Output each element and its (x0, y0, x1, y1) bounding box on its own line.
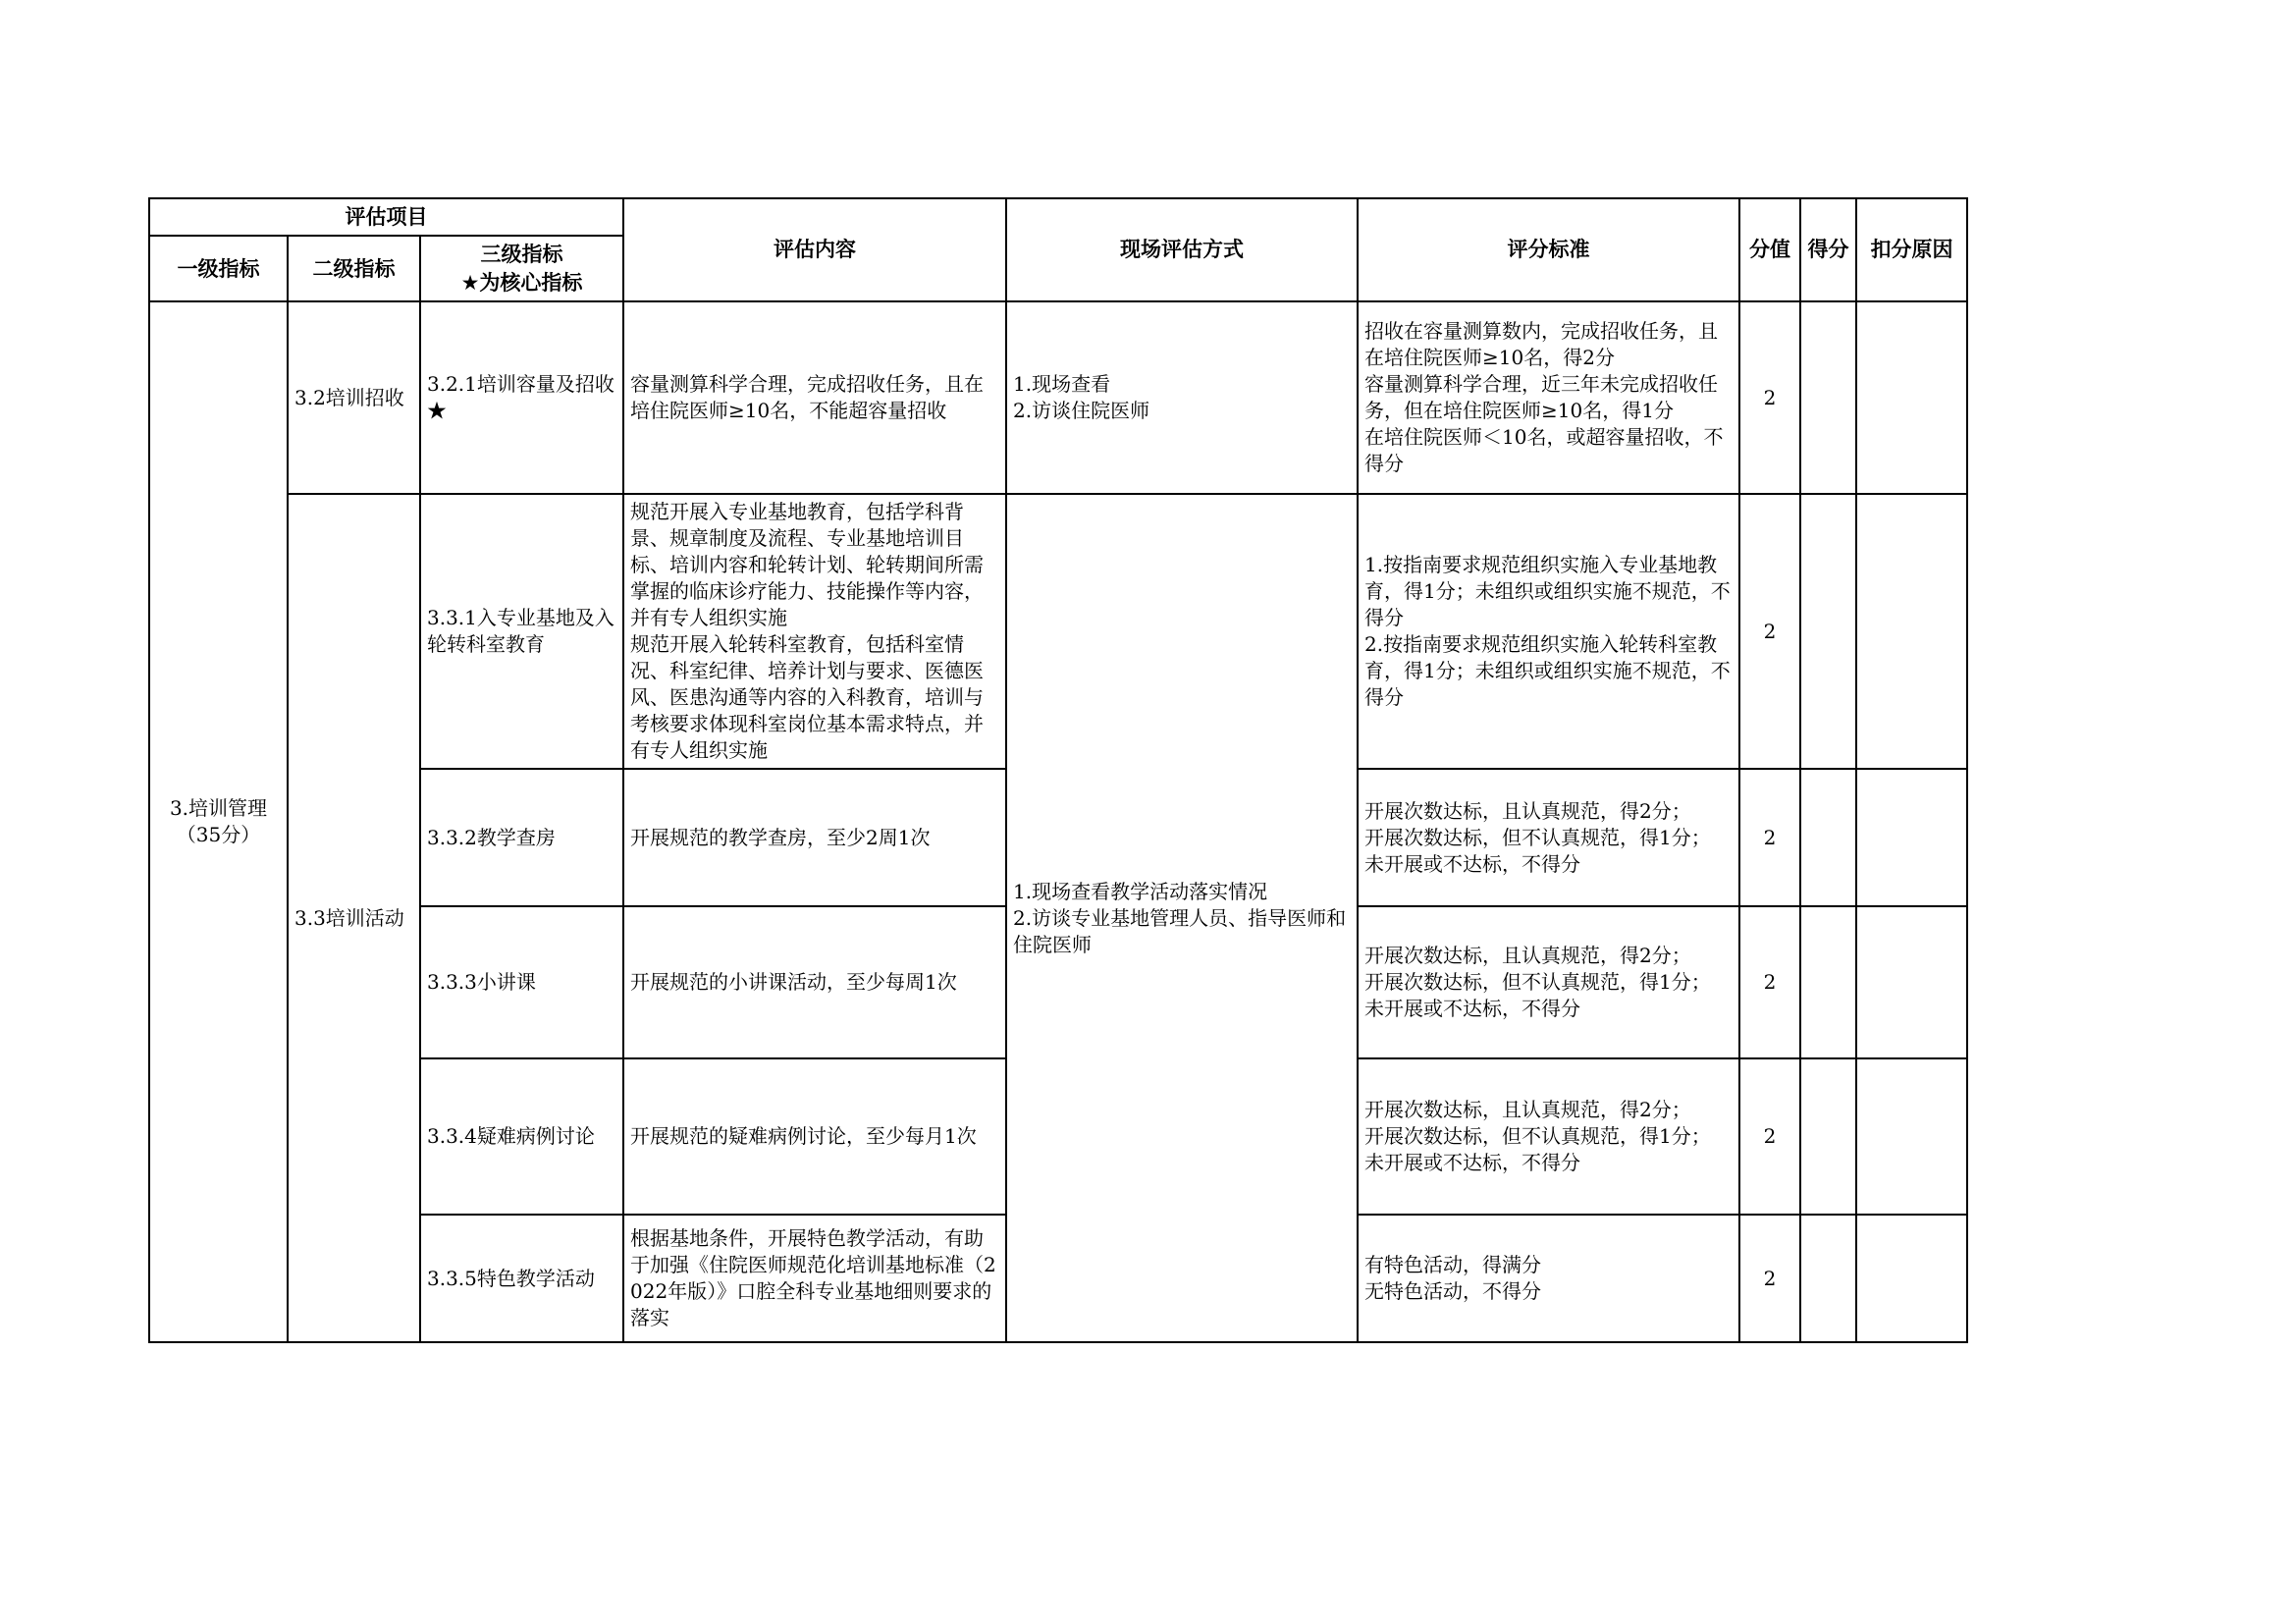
content-cell: 开展规范的疑难病例讨论，至少每月1次 (623, 1058, 1006, 1215)
content-cell: 根据基地条件，开展特色教学活动，有助于加强《住院医师规范化培训基地标准（2022年版）》口腔全科专业基地细则要求的落实 (623, 1215, 1006, 1342)
level3-header (420, 236, 623, 301)
standard-cell: 招收在容量测算数内，完成招收任务，且在培住院医师≥10名，得2分 容量测算科学合理，近三年未完成招收任务，但在培住院医师≥10名，得1分 在培住院医师＜10名，或超容量招收，不得分 (1358, 301, 1739, 494)
score-got-cell (1800, 301, 1856, 494)
score-value-cell: 2 (1739, 906, 1800, 1058)
score-value-cell: 2 (1739, 301, 1800, 494)
level3-cell: 3.3.5特色教学活动 (420, 1215, 623, 1342)
score-got-cell (1800, 494, 1856, 769)
level3-cell: 3.2.1培训容量及招收★ (420, 301, 623, 494)
standard-cell: 开展次数达标，且认真规范，得2分； 开展次数达标，但不认真规范，得1分； 未开展或不达标，不得分 (1358, 769, 1739, 906)
deduct-reason-cell (1856, 301, 1967, 494)
level1-cell (149, 301, 288, 1342)
deduct-reason-cell (1856, 1058, 1967, 1215)
evaluation-table (148, 197, 1968, 1343)
score-got-cell (1800, 1215, 1856, 1342)
method-cell: 1.现场查看 2.访谈住院医师 (1006, 301, 1358, 494)
method-cell-shared: 1.现场查看教学活动落实情况 2.访谈专业基地管理人员、指导医师和住院医师 (1006, 494, 1358, 1342)
level2-training-activity: 3.3培训活动 (288, 494, 420, 1342)
score-value-cell: 2 (1739, 769, 1800, 906)
deduct-reason-cell (1856, 769, 1967, 906)
score-value-cell: 2 (1739, 1058, 1800, 1215)
level1-header: 一级指标 (149, 236, 288, 301)
level1-line2: （35分） (176, 823, 261, 847)
level3-header-line1: 三级指标 (480, 243, 563, 267)
standard-cell: 有特色活动，得满分 无特色活动，不得分 (1358, 1215, 1739, 1342)
score-got-cell (1800, 1058, 1856, 1215)
score-got-cell (1800, 906, 1856, 1058)
level2-training-recruit: 3.2培训招收 (288, 301, 420, 494)
eval-item-header: 评估项目 (149, 198, 623, 236)
score-value-cell: 2 (1739, 1215, 1800, 1342)
score-got-header: 得分 (1800, 198, 1856, 301)
deduct-reason-cell (1856, 1215, 1967, 1342)
deduct-reason-cell (1856, 494, 1967, 769)
deduct-reason-cell (1856, 906, 1967, 1058)
level3-cell: 3.3.2教学查房 (420, 769, 623, 906)
standard-cell: 1.按指南要求规范组织实施入专业基地教育，得1分；未组织或组织实施不规范，不得分 2.按指南要求规范组织实施入轮转科室教育，得1分；未组织或组织实施不规范，不得分 (1358, 494, 1739, 769)
content-header: 评估内容 (623, 198, 1006, 301)
content-cell: 规范开展入专业基地教育，包括学科背景、规章制度及流程、专业基地培训目标、培训内容和轮转计划、轮转期间所需掌握的临床诊疗能力、技能操作等内容，并有专人组织实施 规范开展入轮转科室教育，包括科室情况、科室纪律、培养计划与要求、医德医风、医患沟通等内容的入科教育，培训与考核要求体现科室岗位基本需求特点，并有专人组织实施 (623, 494, 1006, 769)
score-got-cell (1800, 769, 1856, 906)
content-cell: 开展规范的小讲课活动，至少每周1次 (623, 906, 1006, 1058)
level3-cell: 3.3.1入专业基地及入轮转科室教育 (420, 494, 623, 769)
deduct-reason-header: 扣分原因 (1856, 198, 1967, 301)
method-header: 现场评估方式 (1006, 198, 1358, 301)
content-cell: 开展规范的教学查房，至少2周1次 (623, 769, 1006, 906)
content-cell: 容量测算科学合理，完成招收任务，且在培住院医师≥10名，不能超容量招收 (623, 301, 1006, 494)
level3-header-line2: ★为核心指标 (460, 270, 583, 295)
level2-header: 二级指标 (288, 236, 420, 301)
standard-header: 评分标准 (1358, 198, 1739, 301)
level3-cell: 3.3.3小讲课 (420, 906, 623, 1058)
level3-cell: 3.3.4疑难病例讨论 (420, 1058, 623, 1215)
level1-line1: 3.培训管理 (169, 796, 268, 821)
score-value-cell: 2 (1739, 494, 1800, 769)
standard-cell: 开展次数达标，且认真规范，得2分； 开展次数达标，但不认真规范，得1分； 未开展或不达标，不得分 (1358, 906, 1739, 1058)
standard-cell: 开展次数达标，且认真规范，得2分； 开展次数达标，但不认真规范，得1分； 未开展或不达标，不得分 (1358, 1058, 1739, 1215)
score-value-header: 分值 (1739, 198, 1800, 301)
